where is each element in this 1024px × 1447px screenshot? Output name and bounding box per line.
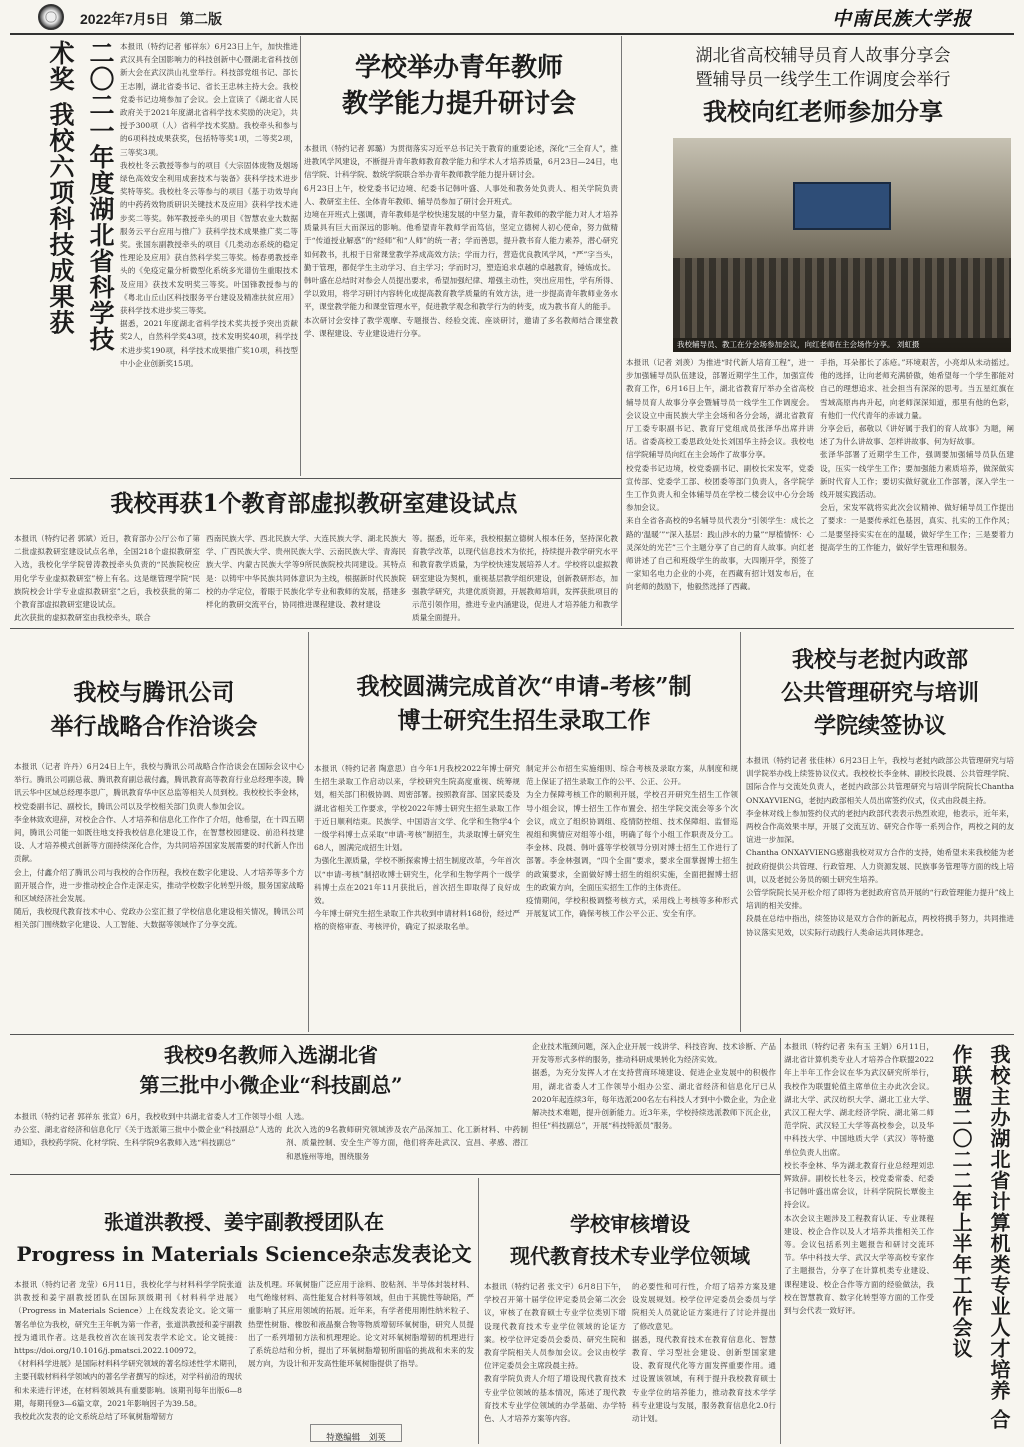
article-subtitle-counselor-forum: 湖北省高校辅导员育人故事分享会 暨辅导员一线学生工作调度会举行 [695, 46, 951, 90]
article-title-edtech-degree: 学校审核增设 现代教育技术专业学位领域 [510, 1212, 750, 1268]
article-title-science-awards: 二〇二一年度湖北省科学技术奖 我校六项科技成果获 [46, 40, 115, 352]
article-title-computer-alliance: 我校主办湖北省计算机类专业人才培养 合作联盟二〇二二年上半年工作会议 [949, 1044, 1011, 1430]
article-body-teacher-seminar: 本报讯（特约记者 郭璐）为贯彻落实习近平总书记关于教育的重要论述，深化“三全育人”，推进教风学风建设，不断提升青年教师教育教学能力和学术人才培养质量，6月23日—24日，电信学院、计科学院、数统学院联合举办青年教师教学能力提升研讨会。 6月23日上午，校党委书记边境、纪委书记韩叶盛、人事处和教务处负责人、相关学院负责人、教研室主任、全体青年教师、辅导员参加了研讨会开班式。 边境在开班式上强调，青年教师是学校快速发展的中坚力量，青年教师的教学能力对人才培养质量具有巨大而深远的影响。他希望青年教师学而笃信，坚定立德树人初心使命，努力做精于“传道授业解惑”的“经师”和“人师”的统一者；学而善思，提升教书育人能力素养，潜心研究如何教书，扎根于日常课堂教学养成高效方法；学而力行，营造优良教风学风，“严”字当头，勤于管理，都促学生主动学习、自主学习；学而时习，塑造追求卓越的卓越教育，锤炼成长。 韩叶盛在总结时对参会人员提出要求，希望加强纪律、增强主动性，突出应用性，学有所得、学以致用，将学习研讨内容转化成提高教育教学质量的有效方法，进一步提高青年教师业务水平，课堂教学能力和课堂管理水平，促进教学观念和教学行为的转变，成为教书育人的能手。 本次研讨会安排了教学观摩、专题报告、经验交流、座谈研讨，邀请了多名教师结合课堂教学、课程建设、专业建设进行分享。 [304, 144, 618, 338]
newspaper-masthead: 中南民族大学报 [832, 8, 973, 30]
article-title-tencent: 我校与腾讯公司 举行战略合作洽谈会 [50, 679, 258, 740]
school-emblem-icon [38, 4, 64, 30]
article-title-materials-paper: 张道洪教授、姜宇副教授团队在 Progress in Materials Science杂志发表论文 [16, 1210, 472, 1266]
conference-photo [673, 138, 1011, 352]
seated-audience-graphic [673, 258, 1011, 338]
article-title-tech-vice-president: 我校9名教师入选湖北省 第三批中小微企业“科技副总” [139, 1043, 403, 1097]
article-body-materials-paper-col1: 本报讯（特约记者 龙莹）6月11日，我校化学与材料科学学院张道洪教授和姜宇副教授团队在国际顶级期刊《材料科学进展》（Progress in Materials Science）上在线发表论文。论文第一署名单位为我校，研究生王年帆为第一作者，张道洪教授和姜宇副教授为通讯作者。这是我校首次在该刊发表学术论文。论文链接：https://doi.org/10.1016/j.pmatsci.2022.100972。 《材料科学进展》是国际材料科学研究领域的著名综述性学术期刊，主要刊载材料科学领域内的著名学者撰写的综述，对学科前沿的现状和未来进行评述，在材料领域具有重要影响。该期刊每年出版6—8期，每期刊登3—6篇文章，2021年影响因子为39.58。 我校此次发表的论文系统总结了环氧树脂增韧方 [14, 1280, 242, 1422]
article-body-laos-agreement: 本报讯（特约记者 张佳林）6月23日上午，我校与老挝内政部公共管理研究与培训学院举办线上续签协议仪式。我校校长李金林、副校长段晨、公共管理学院、国际合作与交流处负责人，老挝内政部公共管理研究与培训学院院长Chantha ONXAYVIENG，老挝内政部相关人员出席签约仪式，仪式由段晨主持。 李金林对线上参加签约仪式的老挝内政部代表表示热烈欢迎，他表示，近年来，两校合作高效果丰厚，开展了交流互访、研究合作等一系列合作，两校之间的友谊进一步加深。 Chantha ONXAYVIENG感谢我校对双方合作的支持，她希望未来我校能为老挝政府提供公共管理、行政管理、人力资源发展、民族事务管理等方面的线上培训，以及老挝公务员的硕士研究生培养。 公管学院院长吴开松介绍了即将为老挝政府官员开展的“行政管理能力提升”线上培训的相关安排。 段晨在总结中指出，续签协议是双方合作的新起点，两校将携手努力，共同推进协议落实见效，以实际行动践行人类命运共同体理念。 [746, 756, 1014, 937]
article-body-tech-vice-president-col2: 人选。 此次入选的9名教师研究领域涉及农产品深加工、化工新材料、中药制剂、质量控制、安全生产等方面，他们将奔赴武汉、宜昌、孝感、潜江和恩施州等地，围绕服务 [286, 1112, 528, 1161]
article-body-edtech-degree-col2: 的必要性和可行性，介绍了培养方案及建设发展规划。校学位评定委员会委员与学院相关人员就论证方案进行了讨论并提出了修改意见。 据悉，现代教育技术在教育信息化、智慧教育、学习型社会建设、创新型国家建设、教育现代化等方面发挥重要作用。通过设置该领域，有利于提升我校教育硕士专业学位的培养能力，推动教育技术学学科专业建设与发展，服务教育信息化2.0行动计划。 [632, 1282, 776, 1424]
header-divider [10, 33, 1014, 35]
editor-credit: 特邀编辑 刘荚 [326, 1433, 386, 1442]
article-body-tech-vice-president-col1: 本报讯（特约记者 郭祥东 张宣）6月，我校收到中共湖北省委人才工作领导小组办公室、湖北省经济和信息化厅《关于选派第三批中小微企业“科技副总”人选的通知》，我校药学院、化材学院、生科学院9名教师入选“科技副总” [14, 1112, 282, 1148]
issue-section: 第二版 [180, 11, 222, 27]
masthead-header [0, 0, 1024, 34]
article-title-counselor-forum: 我校向红老师参加分享 [703, 97, 943, 126]
article-body-phd-admission-col2: 制定并公布招生实施细则、综合考核及录取方案，从制度和规范上保证了招生录取工作的公平、公正、公开。 为全力保障考核工作的顺利开展，学校召开研究生招生工作领导小组会议，博士招生工作布置会、招生学院交流会等多个次会议，成立了组织协调组、疫情防控组、技术保障组、监督巡视组和舆情应对组等小组，明确了每个小组工作职责及分工。李金林、段晨、韩叶盛等学校领导分别对博士招生工作进行了部署。李金林强调，“四个全面”要求，要求全面掌握博士招生的政策要求，全面做好博士招生的组织实施，全面把握博士招生的政策方向，全面压实招生工作的主体责任。 疫情期间，学校积极调整考核方式，采用线上考核等多种形式开展复试工作，确保考核工作公平公正、安全有序。 [526, 764, 738, 919]
article-body-counselor-forum-right: 手指，耳朵都长了冻疮。”环境艰苦，小亮却从未动摇过。他的选择，让向老师充满骄傲，她希望每一个学生都能对自己的理想追求、社会担当有深深的思考。当五星红旗在雪域高原冉冉升起，向老师深深知道，那里有他的色彩，有他们一代代青年的赤诚力量。 分享会后，郝敬以《讲好属于我们的育人故事》为题，阐述了为什么讲故事、怎样讲故事、何为好故事。 张泽华部署了近期学生工作，强调要加强辅导员队伍建设，压实一线学生工作；要加强能力素质培养，做深做实新时代育人工作；要切实做好就业工作部署，深入学生一线开展实践活动。 会后，宋发军就将实此次会议精神、做好辅导员工作提出了要求：一是要传承红色基因，真实、扎实的工作作风；二是要坚持实实在在的温暖，做好学生工作；三是要着力提高学生的工作能力，做好学生管理和服务。 [820, 358, 1014, 552]
article-body-counselor-forum-left: 本报讯（记者 刘羡）为推进“时代新人培育工程”，进一步加强辅导员队伍建设，部署近期学生工作，加强宣传教育工作，6月16日上午，湖北省教育厅举办全省高校辅导员育人故事分享会暨辅导员一线学生工作调度会。会议设立中南民族大学主会场和各分会场，湖北省教育厅工委专职副书记、教育厅党组成员张泽华出席并讲话。省委高校工委思政处处长刘国华主持会议。我校电信学院辅导员向红在主会场作了故事分享。 校党委书记边境，校党委副书记、副校长宋发军，党委宣传部、党委学工部、校团委等部门负责人，各学院学生工作负责人和全体辅导员在学校二楼会议中心分会场参加会议。 来自全省各高校的9名辅导员代表分“引领学生：成长之路的‘温暖’”“深入基层：践山涉水的力量”“厚植情怀：心灵深处的光芒”三个主题分享了自己的育人故事。向红老师讲述了自己和班级学生的故事，大四刚开学，预签了一家知名电力企业的小亮，在西藏有招计划发布后，在向老师的鼓励下，他毅然选择了西藏。 [626, 358, 814, 592]
article-body-phd-admission-col1: 本报讯（特约记者 陶意思）自今年1月我校2022年博士研究生招生录取工作启动以来，学校研究生院高度重视、统筹规划，相关部门积极协调、周密部署。按照教育部、国家民委及湖北省相关工作要求，学校2022年博士研究生招生录取工作于近日顺利结束。民族学、中国语言文学、化学和生物学4个一级学科博士点采取“申请-考核”制招生，共录取博士研究生68人，圆满完成招生计划。 为强化生源质量，学校不断探索博士招生制度改革，今年首次以“申请-考核”制招收博士研究生，化学和生物学两个一级学科博士点在2021年11月获批后，首次招生即取得了良好成效。 今年博士研究生招生录取工作共收到申请材料168份，经过严格的资格审查、考核评价，确定了拟录取名单。 [314, 764, 520, 932]
article-body-virtual-research-col1: 本报讯（特约记者 郭斌）近日，教育部办公厅公布了第二批虚拟教研室建设试点名单，全国218个虚拟教研室入选，我校化学学院曾涛教授牵头负责的“民族院校应用化学专业虚拟教研室”榜上有名。这是继管理学院“民族院校会计学专业虚拟教研室”之后，我校获批的第二个教育部虚拟教研室建设试点。 此次获批的虚拟教研室由我校牵头，联合 [14, 534, 200, 623]
article-body-science-awards: 本报讯（特约记者 郁祥东）6月23日上午，加快推进武汉具有全国影响力的科技创新中心暨湖北省科技创新大会在武汉洪山礼堂举行。科技部党组书记、部长王志刚，湖北省委书记、省长王忠林主持大会。我校党委书记边境参加了会议。会上宣读了《湖北省人民政府关于2021年度湖北省科学技术奖励的决定》，共授予300项（人）省科学技术奖励。我校牵头和参与的6项科技成果获奖，包括特等奖1项，二等奖2项，三等奖3项。 我校杜冬云教授等参与的项目《大宗固体废物及烟场绿色高效安全利用成套技术与装备》获科学技术进步奖特等奖。我校杜冬云等参与的项目《基于功效导向的中药药效物质研识关键技术及应用》获科学技术进步奖二等奖。韩军教授牵头的项目《智慧农业大数据服务云平台应用与推广》获科学技术成果推广奖二等奖。张国东副教授牵头的项目《几类动态系统的稳定性理论及应用》获自然科学奖三等奖。杨春勇教授牵头的《免疫定量分析微型化系统多光谱仿生重眼技术及应用》获技术发明奖三等奖。叶国锋教授参与的《粤北山丘山区科技服务平台建设及精准扶贫应用》获科学技术进步奖三等奖。 据悉，2021年度湖北省科学技术奖共授予突出贡献奖2人，自然科学奖43项，技术发明奖40项，科学技术进步奖190项，科学技术成果推广奖10项，科技型中小企业创新奖15项。 [120, 42, 298, 368]
article-title-virtual-research: 我校再获1个教育部虚拟教研室建设试点 [110, 490, 518, 517]
issue-date: 2022年7月5日 [80, 11, 169, 27]
article-title-laos-agreement: 我校与老挝内政部 公共管理研究与培训 学院续签协议 [780, 647, 979, 739]
article-body-materials-paper-col2: 法及机理。环氧树脂广泛应用于涂料、胶粘剂、半导体封装材料、电气绝缘材料、高性能复合材料等领域，但由于其脆性等缺陷，严重影响了其应用领域的拓展。近年来，有学者使用刚性纳米粒子、热塑性树脂、橡胶和液晶聚合物等物质增韧环氧树脂，研究人员提出了一系列增韧方法和机理理论。论文对环氧树脂增韧的机理进行了系统总结和分析，提出了环氧树脂增韧所面临的挑战和未来的发展方向，为设计和开发高性能环氧树脂提供了指导。 [248, 1280, 474, 1369]
editor-credit-box [310, 1424, 402, 1442]
article-body-tencent: 本报讯（记者 许丹）6月24日上午，我校与腾讯公司战略合作洽谈会在国际会议中心举行。腾讯公司副总裁、腾讯教育副总裁付鑫，腾讯教育高等教育行业总经理李凌，腾讯云华中区域总经理李思广，腾讯教育华中区总监等相关人员到校。我校校长李金林，校党委副书记、副校长，腾讯公司以及学校相关部门负责人参加会议。 李金林致欢迎辞，对校企合作、人才培养和信息化工作作了介绍，他希望，在十四五期间，腾讯公司能一如既往地支持我校信息化建设工作，在智慧校园建设、前沿科技建设、人才培养模式创新等方面持续深化合作，为共同培养国家发展需要的时代新人作出贡献。 会上，付鑫介绍了腾讯公司与我校的合作历程，我校在数字化建设、人才培养等多个方面开展合作，进一步推动校企合作走深走实，推动学校数字化转型升级，服务国家战略和区域经济社会发展。 随后，我校现代教育技术中心、党政办公室汇报了学校信息化建设相关情况，腾讯公司相关部门围绕数字化建设、人工智能、大数据等领域作了分享交流。 [14, 762, 304, 930]
screen-graphic [793, 182, 891, 230]
article-title-phd-admission: 我校圆满完成首次“申请-考核”制 博士研究生招生录取工作 [356, 673, 692, 734]
article-title-teacher-seminar: 学校举办青年教师 教学能力提升研讨会 [341, 53, 576, 119]
article-body-virtual-research-col3: 等。据悉，近年来，我校根据立德树人根本任务，坚持深化教育教学改革，以现代信息技术为依托，持续提升教学研究水平和教育教学质量，为学校快速发展培养人才。学校将以虚拟教研室建设为契机，重视基层教学组织建设，创新教研形态，加强教学研究，共建优质资源，开展教师培训，发挥获批项目的示范引领作用，推进专业内涵建设，促进人才培养能力和教学质量全面提升。 [412, 534, 618, 623]
photo-caption: 我校辅导员、教工在分会场参加会议，向红老师在主会场作分享。 刘虹摄 [673, 338, 1011, 352]
article-body-edtech-degree-col1: 本报讯（特约记者 张文宇）6月8日下午，学校召开第十届学位评定委员会第二次会议，审核了在教育硕士专业学位类别下增设现代教育技术专业学位领域的论证方案。校学位评定委员会委员、研究生院和教育学院相关人员参加会议。会议由校学位评定委员会主席段晨主持。 教育学院负责人介绍了增设现代教育技术专业学位领域的基本情况，陈述了现代教育技术专业学位领域的办学基础、办学特色、人才培养方案等内容。 [484, 1282, 626, 1424]
article-body-computer-alliance: 本报讯（特约记者 朱有玉 王娟）6月11日，湖北省计算机类专业人才培养合作联盟2022年上半年工作会议在华为武汉研究所举行，我校作为联盟轮值主席单位主办此次会议。湖北大学、武汉纺织大学、湖北工业大学、武汉工程大学、湖北经济学院、湖北第二师范学院、武汉轻工大学等高校参会，以及华中科技大学、中国地质大学（武汉）等特邀单位负责人出席。 校长李金林、华为湖北教育行业总经理刘忠辉致辞。副校长杜冬云，校党委常委、纪委书记韩叶盛出席会议，计科学院院长覃俊主持会议。 本次会议主题涉及工程教育认证、专业课程建设、校企合作以及人才培养共推相关工作等。会议包括系列主题报告和研讨交流环节。华中科技大学、武汉大学等高校专家作了主题报告，分享了在计算机类专业建设、课程建设、校企合作等方面的经验做法，我校在智慧教育、数字化转型等方面的工作受到与会代表一致好评。 [784, 1042, 934, 1316]
article-body-tech-vice-president-col3: 企业技术瓶颈问题，深入企业开展一线讲学、科技咨询、技术诊断、产品开发等形式多样的服务，推动科研成果转化为经济实效。 据悉，为充分发挥人才在支持营商环境建设、促进企业发展中的积极作用，湖北省委人才工作领导小组办公室、湖北省经济和信息化厅已从2020年起连续3年，每年选派200名左右科技人才到中小微企业，为企业解决技术难题，提升创新能力。近3年来，学校持续选派教师下沉企业，担任“科技副总”，开展“科技特派员”服务。 [532, 1042, 776, 1131]
article-body-virtual-research-col2: 西南民族大学、西北民族大学、大连民族大学、湖北民族大学、广西民族大学、贵州民族大学、云南民族大学、青海民族大学、内蒙古民族大学等9所民族院校共同建设。其特点是：以铸牢中华民族共同体意识为主线，根据新时代民族院校的办学定位，着眼于民族化学专业和教师的发展，搭建多样化的教研交流平台，协同推进课程建设、教材建设 [206, 534, 406, 610]
